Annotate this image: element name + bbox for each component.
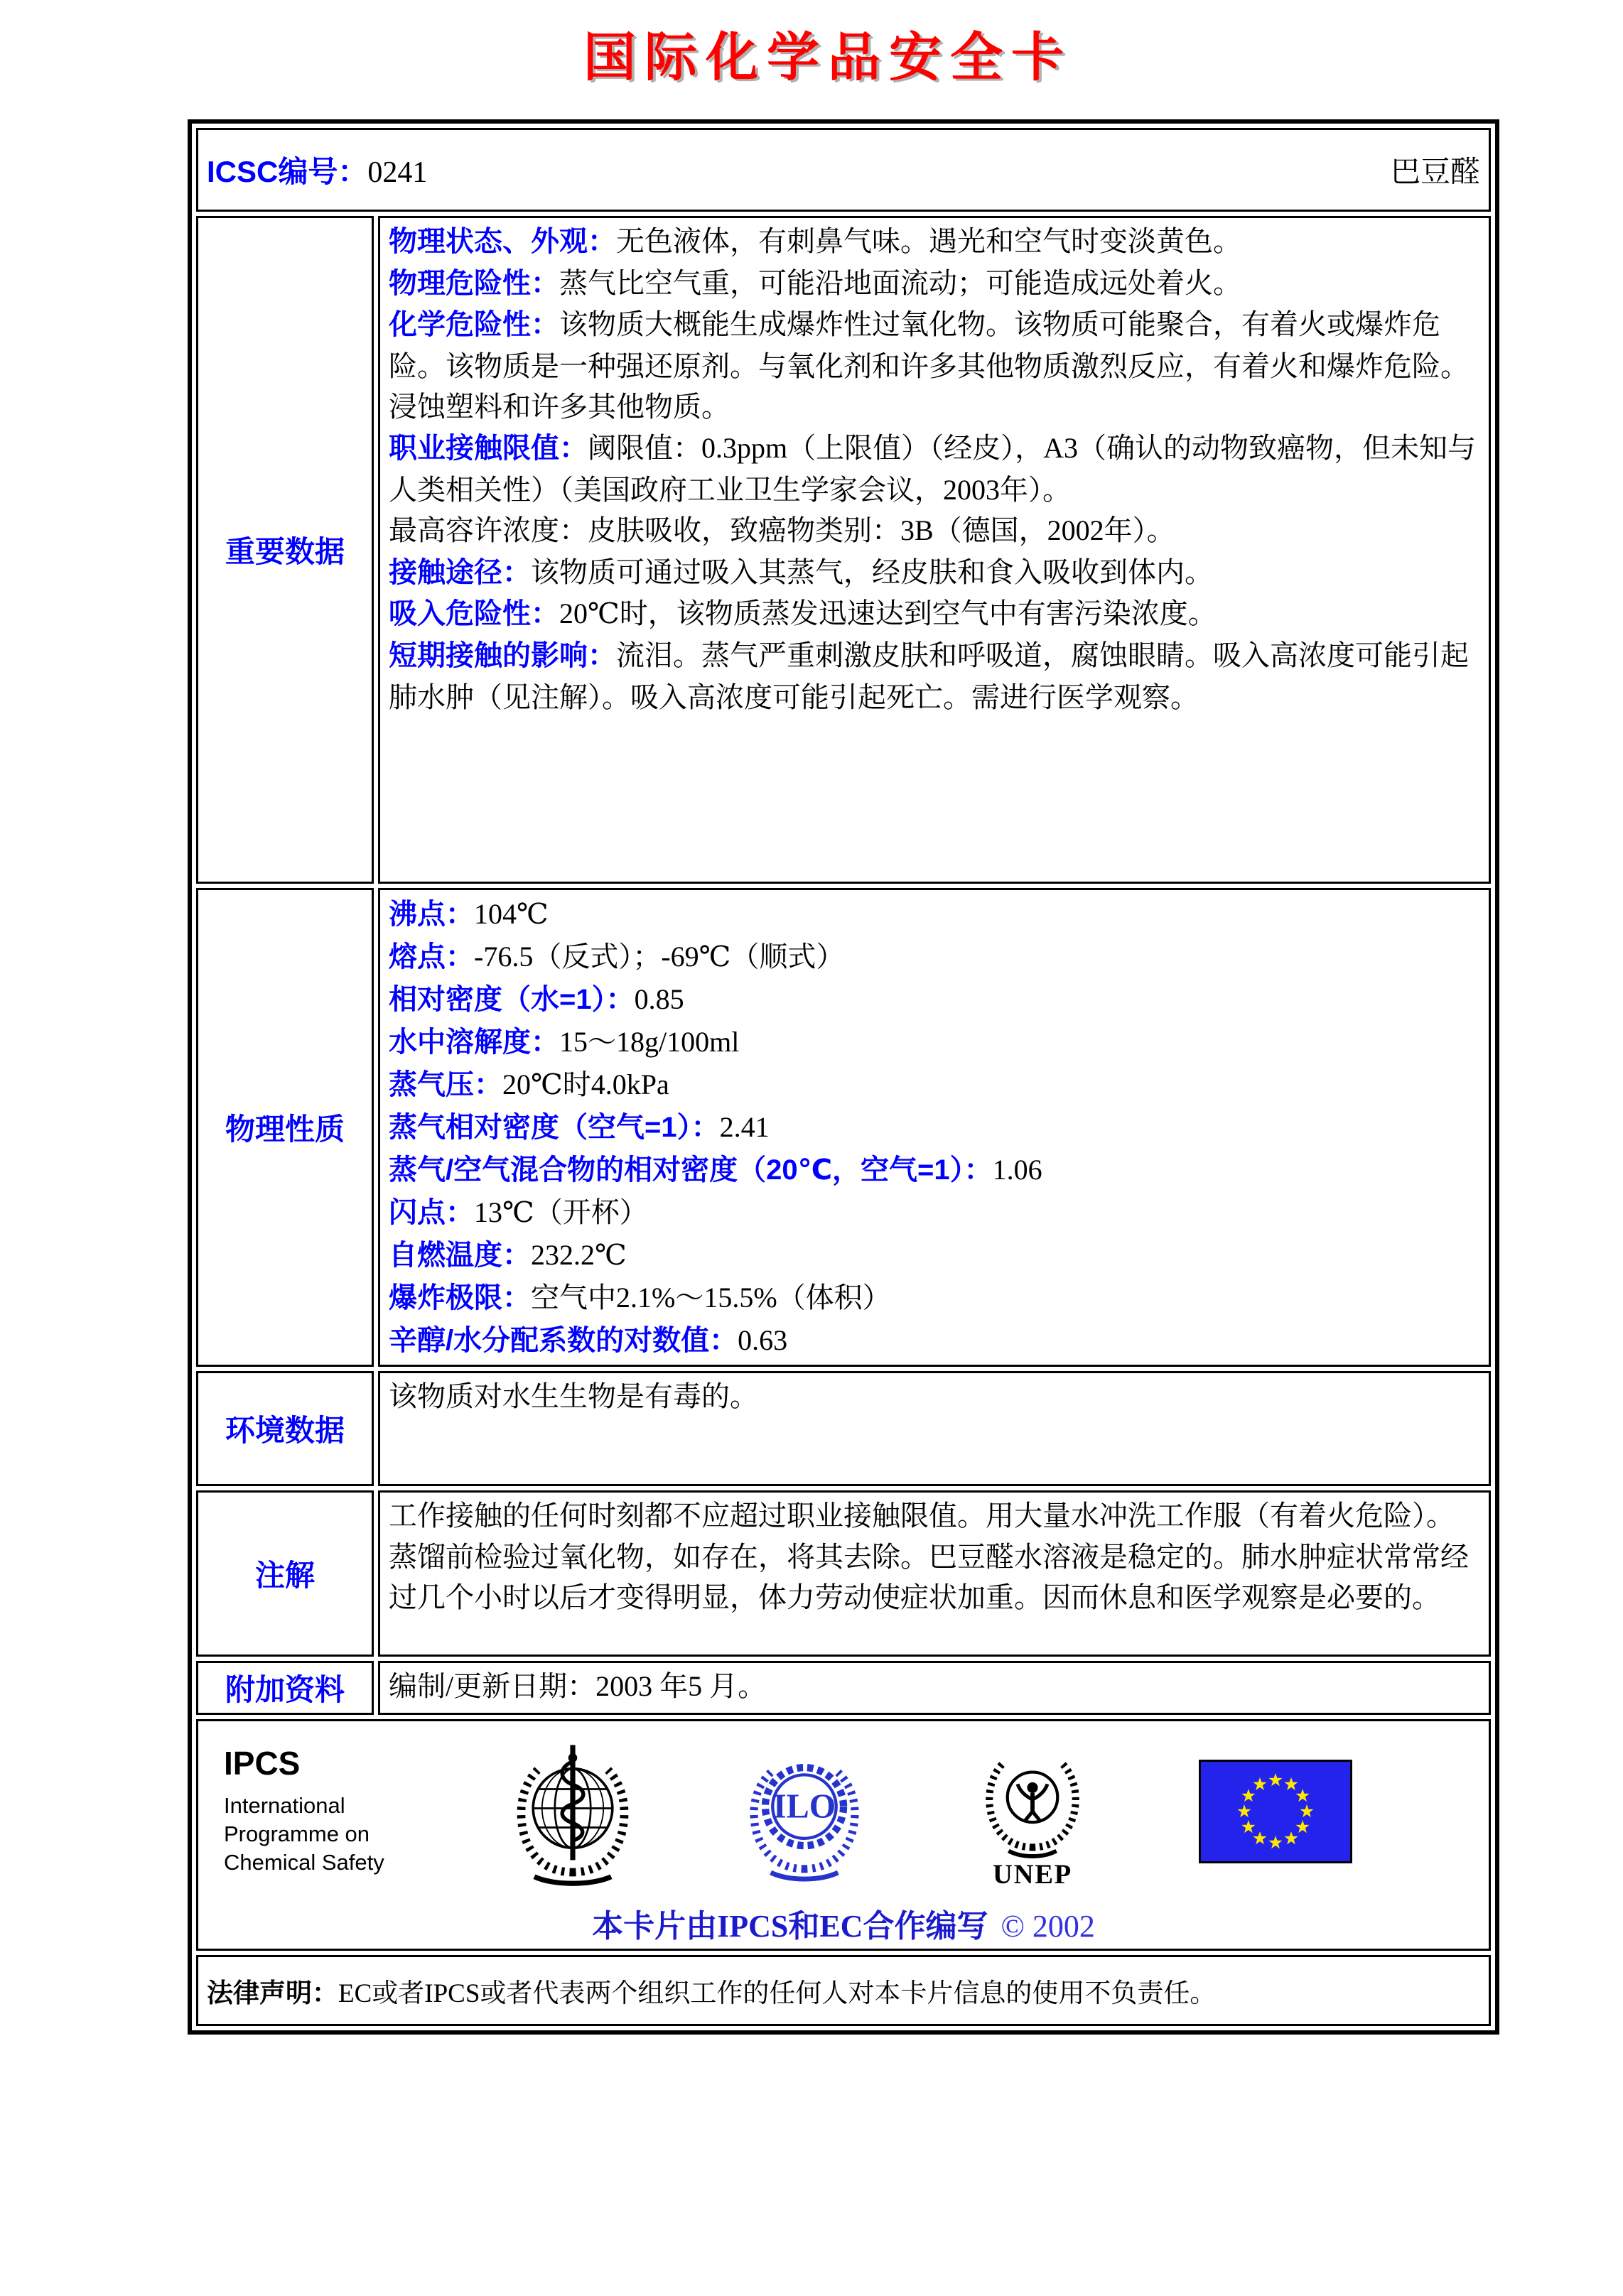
- important-data-item: 最高容许浓度：皮肤吸收，致癌物类别：3B（德国，2002年）。: [389, 514, 1175, 547]
- physical-property: 蒸气压：20℃时4.0kPa: [389, 1068, 669, 1100]
- ilo-letters: ILO: [772, 1787, 836, 1826]
- important-data-item: 物理状态、外观：无色液体，有刺鼻气味。遇光和空气时变淡黄色。: [389, 225, 1241, 257]
- important-data-item: 接触途径：该物质可通过吸入其蒸气，经皮肤和食入吸收到体内。: [389, 556, 1213, 588]
- page-title: 国际化学品安全卡: [583, 28, 1072, 87]
- footer-caption-text: 本卡片由IPCS和EC合作编写: [592, 1909, 988, 1944]
- physical-property: 沸点：104℃: [389, 898, 549, 930]
- icsc-number-label: ICSC编号：: [207, 155, 368, 188]
- unep-emblem-icon: [973, 1733, 1092, 1890]
- important-data-item: 吸入危险性：20℃时，该物质蒸发迅速达到空气中有害污染浓度。: [389, 597, 1217, 630]
- physical-property: 爆炸极限：空气中2.1%～15.5%（体积）: [389, 1282, 891, 1314]
- ipcs-acronym: IPCS: [224, 1745, 301, 1782]
- legal-text: EC或者IPCS或者代表两个组织工作的任何人对本卡片信息的使用不负责任。: [338, 1979, 1217, 2008]
- important-data-item: 职业接触限值：阈限值：0.3ppm（上限值）（经皮），A3（确认的动物致癌物，但未知与人类相关性）（美国政府工业卫生学家会议，2003年）。: [389, 431, 1476, 506]
- row-label-environmental-data: 环境数据: [196, 1371, 374, 1486]
- table-row: [196, 1490, 1491, 1657]
- table-row: [196, 1719, 1491, 1951]
- important-data-item: 化学危险性：该物质大概能生成爆炸性过氧化物。该物质可能聚合，有着火或爆炸危险。该物质是一种强还原剂。与氧化剂和许多其他物质激烈反应，有着火和爆炸危险。浸蚀塑料和许多其他物质。: [389, 308, 1469, 423]
- who-emblem-icon: [509, 1735, 637, 1888]
- physical-property: 蒸气/空气混合物的相对密度（20℃，空气=1）：1.06: [389, 1154, 1042, 1186]
- physical-property: 辛醇/水分配系数的对数值：0.63: [389, 1324, 788, 1356]
- table-row: [196, 888, 1491, 1367]
- notes-content: 工作接触的任何时刻都不应超过职业接触限值。用大量水冲洗工作服（有着火危险）。蒸馏前检验过氧化物，如存在，将其去除。巴豆醛水溶液是稳定的。肺水肿症状常常经过几个小时以后才变得明显，体力劳动使症状加重。因而休息和医学观察是必要的。: [378, 1490, 1491, 1657]
- important-data-content: [378, 216, 1491, 884]
- ipcs-text-block: IPCS International Programme on Chemical Safety: [224, 1745, 401, 1877]
- icsc-header-cell: [196, 128, 1491, 212]
- unep-label: UNEP: [992, 1859, 1072, 1890]
- eu-flag-icon: [1199, 1760, 1352, 1863]
- row-label-important-data: 重要数据: [196, 216, 374, 884]
- physical-property: 水中溶解度：15～18g/100ml: [389, 1026, 740, 1058]
- icsc-number-group: [207, 148, 427, 191]
- table-row: [196, 1955, 1491, 2026]
- footer-caption: [207, 1900, 1480, 1946]
- table-row: [196, 216, 1491, 884]
- row-label-physical-properties: 物理性质: [196, 888, 374, 1367]
- legal-label: 法律声明：: [207, 1978, 338, 2008]
- logos-cell: [196, 1719, 1491, 1951]
- chemical-name: 巴豆醛: [1390, 156, 1480, 189]
- icsc-number-value: 0241: [367, 156, 428, 189]
- physical-property: 蒸气相对密度（空气=1）：2.41: [389, 1111, 770, 1143]
- table-row: [196, 1661, 1491, 1715]
- important-data-item: 物理危险性：蒸气比空气重，可能沿地面流动；可能造成远处着火。: [389, 266, 1241, 299]
- physical-property: 相对密度（水=1）：0.85: [389, 983, 684, 1015]
- footer-copyright: © 2002: [1001, 1909, 1095, 1944]
- physical-property: 自燃温度：232.2℃: [389, 1239, 627, 1271]
- physical-properties-content: [378, 888, 1491, 1367]
- physical-property: 闪点：13℃（开杯）: [389, 1196, 648, 1228]
- table-row: [196, 128, 1491, 212]
- environmental-data-content: 该物质对水生生物是有毒的。: [378, 1371, 1491, 1486]
- important-data-item: 短期接触的影响：流泪。蒸气严重刺激皮肤和呼吸道，腐蚀眼睛。吸入高浓度可能引起肺水肿（见注解）。吸入高浓度可能引起死亡。需进行医学观察。: [389, 639, 1469, 713]
- row-label-notes: 注解: [196, 1490, 374, 1657]
- physical-property: 熔点：-76.5（反式）；-69℃（顺式）: [389, 941, 845, 973]
- row-label-additional-info: 附加资料: [196, 1661, 374, 1715]
- additional-info-content: 编制/更新日期：2003 年5 月。: [378, 1661, 1491, 1715]
- legal-cell: [196, 1955, 1491, 2026]
- table-row: [196, 1371, 1491, 1486]
- icsc-card-table: [188, 119, 1499, 2035]
- ilo-emblem-icon: [743, 1740, 866, 1883]
